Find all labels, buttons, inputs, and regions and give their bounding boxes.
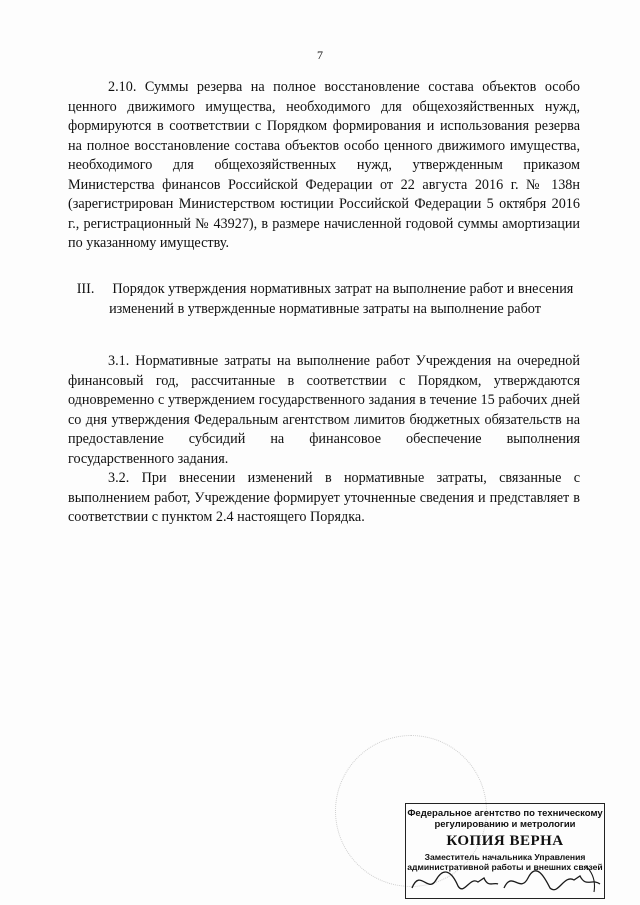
paragraph-2-10 <box>68 78 580 254</box>
stamp-verified-label: КОПИЯ ВЕРНА <box>446 833 564 849</box>
section-3-numeral: III. <box>76 281 95 297</box>
handwritten-signature <box>408 858 608 902</box>
paragraph-3-2: 3.2. При внесении изменений в нормативные затраты, связанные с выполнением работ, Учреждение формирует уточненные сведения и представляет в соответствии с пунктом 2.4 настоящего Порядка. <box>68 470 580 525</box>
stamp-agency-line-1: Федеральное агентство по техническому <box>407 808 603 819</box>
page-number: 7 <box>317 48 323 62</box>
stamp-agency-line-2: регулированию и метрологии <box>434 819 576 830</box>
section-3-title: Порядок утверждения нормативных затрат на выполнение работ и внесения изменений в утвержденные нормативные затраты на выполнение работ <box>109 281 574 317</box>
stamp-official-line-2: административной работы и внешних связей <box>407 862 603 872</box>
paragraph-3-1: 3.1. Нормативные затраты на выполнение работ Учреждения на очередной финансовый год, рассчитанные в соответствии с Порядком, утверждаются одновременно с утверждением государственного задания в течение 15 рабочих дней со дня утверждения Федеральным агентством лимитов бюджетных обязательств на предоставление субсидий на финансовое обеспечение выполнения государственного задания. <box>68 353 580 467</box>
paragraph-2-10-text: 2.10. Суммы резерва на полное восстановление состава объектов особо ценного движимого имущества, необходимого для общехозяйственных нужд, формируются в соответствии с Порядком формирования и использования резерва на полное восстановление состава объектов особо ценного движимого имущества, необходимого для общехозяйственных нужд, утвержденным приказом Министерства финансов Российской Федерации от 22 августа 2016 г. № 138н (зарегистрирован Министерством юстиции Российской Федерации 5 октября 2016 г., регистрационный № 43927), в размере начисленной годовой суммы амортизации по указанному имуществу. <box>68 79 580 251</box>
section-3-heading <box>75 280 575 319</box>
section-3-body <box>68 352 580 528</box>
stamp-official-line-1: Заместитель начальника Управления <box>424 852 586 862</box>
